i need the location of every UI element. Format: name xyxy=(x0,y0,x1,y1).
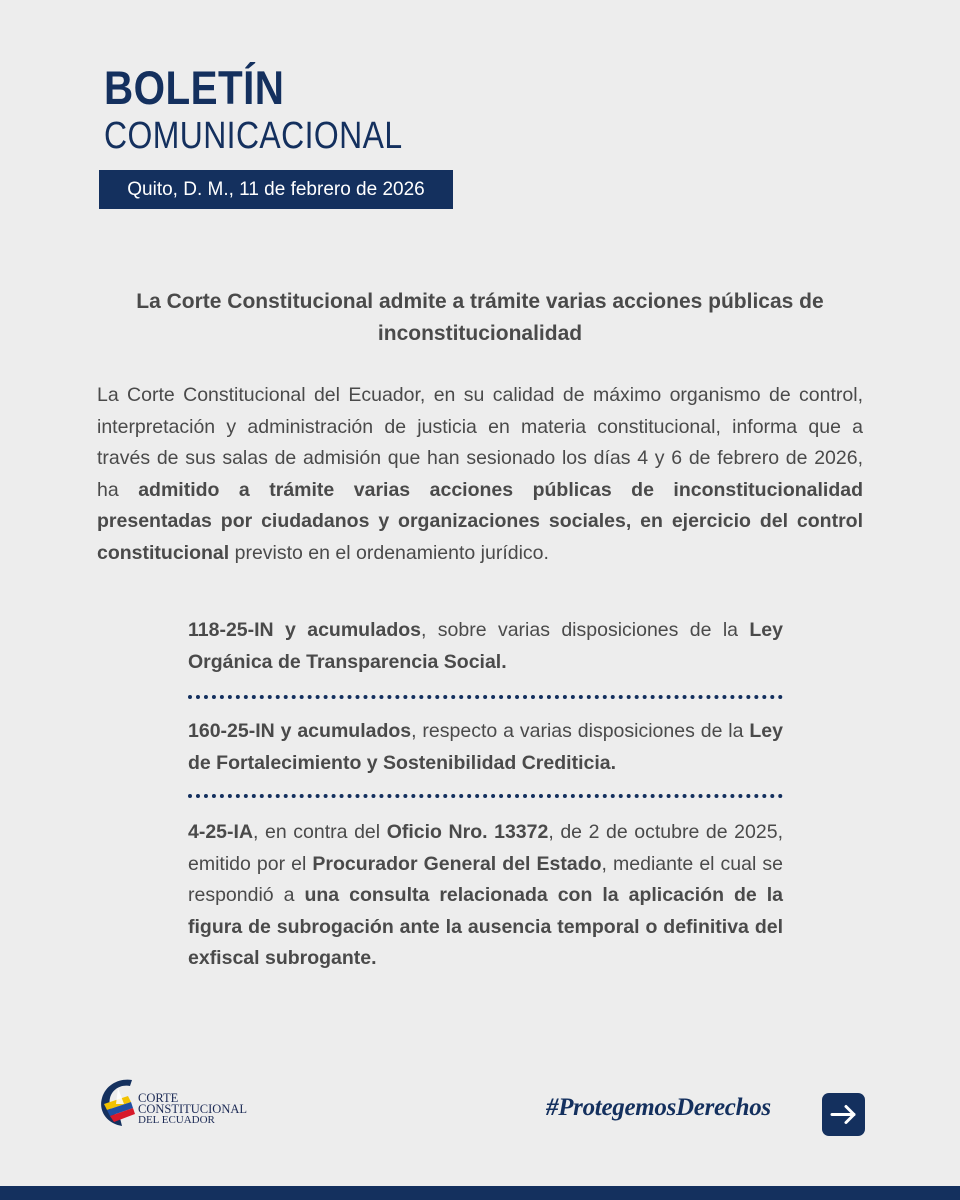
intro-text-2: previsto en el ordenamiento jurídico. xyxy=(229,541,549,564)
intro-bold-1: admitido a trámite varias acciones públicas de inconstitucionalidad presentadas por ciudadanos y organizaciones sociales, en ejercicio del control constitucional xyxy=(97,478,864,564)
intro-text-1: La Corte Constitucional del Ecuador, en su calidad de máximo organismo de control, interpretación y administración de justicia en materia constitucional, informa que a través de sus salas de admisión que han sesionado los días 4 y 6 de febrero de 2026, ha xyxy=(97,384,863,501)
case-law: Ley Orgánica de Transparencia Social. xyxy=(188,619,783,673)
case-consulta: una consulta relacionada con la aplicación de la figura de subrogación ante la ausencia temporal o definitiva del exfiscal subrogante. xyxy=(188,884,783,969)
case-oficio: Oficio Nro. 13372 xyxy=(386,821,549,843)
intro-paragraph xyxy=(97,380,863,569)
case-text: , en contra del xyxy=(253,821,387,843)
case-code: 160-25-IN y acumulados xyxy=(188,720,412,742)
bulletin-title: BOLETÍN xyxy=(104,61,285,114)
case-procurador: Procurador General del Estado xyxy=(312,852,602,875)
next-arrow-button[interactable] xyxy=(822,1093,865,1136)
logo-line-2: CONSTITUCIONAL xyxy=(138,1102,248,1116)
case-text: , respecto a varias disposiciones de la xyxy=(411,720,750,742)
case-code: 4-25-IA xyxy=(188,821,254,843)
case-item-160-25-in xyxy=(188,716,783,779)
case-text: , sobre varias disposiciones de la xyxy=(421,619,750,641)
hashtag: #ProtegemosDerechos xyxy=(546,1094,771,1121)
case-text: , de 2 de octubre de 2025, emitido por el xyxy=(188,821,783,875)
dotted-separator xyxy=(188,794,783,798)
case-code: 118-25-IN y acumulados xyxy=(188,619,422,641)
date-badge: Quito, D. M., 11 de febrero de 2026 xyxy=(99,170,453,209)
arrow-right-icon xyxy=(822,1093,865,1136)
case-law: Ley de Fortalecimiento y Sostenibilidad Crediticia. xyxy=(188,720,783,774)
case-item-118-25-in xyxy=(188,615,783,678)
case-text: , mediante el cual se respondió a xyxy=(188,852,783,906)
case-item-4-25-ia xyxy=(188,817,783,975)
bulletin-subtitle: COMUNICACIONAL xyxy=(104,115,403,157)
bottom-bar xyxy=(0,1186,960,1200)
logo-line-3: DEL ECUADOR xyxy=(138,1114,215,1126)
headline: La Corte Constitucional admite a trámite varias acciones públicas de inconstitucionalidad xyxy=(136,290,824,345)
logo-wordmark xyxy=(138,1093,247,1126)
logo-line-1: CORTE xyxy=(138,1091,179,1105)
dotted-separator xyxy=(188,695,783,699)
